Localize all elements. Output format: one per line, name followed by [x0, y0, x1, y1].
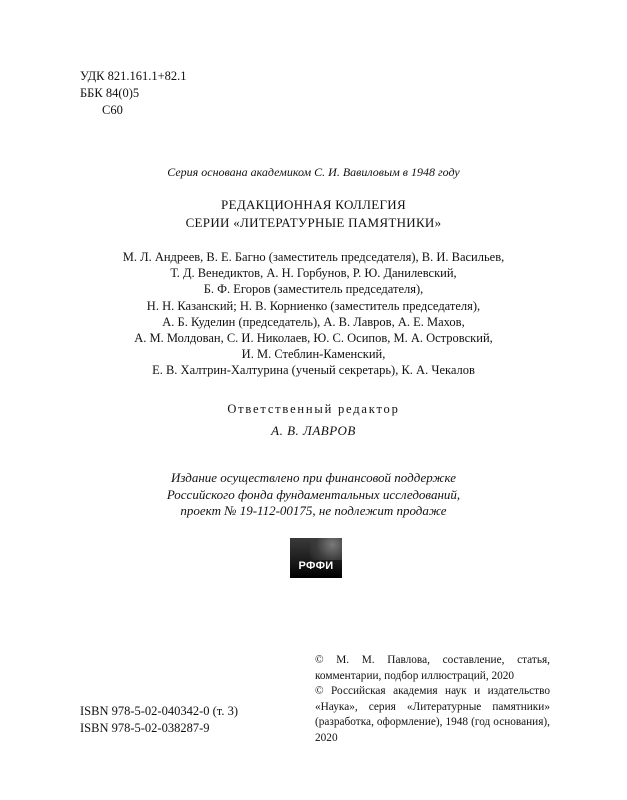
responsible-editor-name: А. В. ЛАВРОВ [271, 423, 356, 438]
rffi-logo-text: РФФИ [298, 560, 334, 572]
editorial-board-title-line2: СЕРИИ «ЛИТЕРАТУРНЫЕ ПАМЯТНИКИ» [185, 215, 442, 230]
classification-codes [80, 68, 187, 119]
board-members-line: А. М. Молдован, С. И. Николаев, Ю. С. Осипов, М. А. Островский, [134, 331, 493, 346]
editorial-board-members [40, 249, 587, 379]
isbn-volume: ISBN 978-5-02-040342-0 (т. 3) [80, 704, 238, 718]
editorial-board-title-line1: РЕДАКЦИОННАЯ КОЛЛЕГИЯ [221, 197, 406, 212]
funding-line2: Российского фонда фундаментальных исследований, [166, 486, 461, 502]
isbn-series: ISBN 978-5-02-038287-9 [80, 720, 210, 735]
funding-line1: Издание осуществлено при финансовой поддержке [170, 470, 457, 485]
board-members-line: Е. В. Халтрин-Халтурина (ученый секретарь), К. А. Чекалов [152, 363, 475, 378]
bbk-code: ББК 84(0)5 [80, 86, 140, 100]
funding-line3: проект № 19-112-00175, не подлежит продаже [180, 503, 447, 518]
editorial-board-heading [0, 196, 627, 232]
series-founded-note: Серия основана академиком С. И. Вавиловым в 1948 году [167, 165, 460, 179]
copyright-publisher: © Российская академия наук и издательство «Наука», серия «Литературные памятники» (разработка, оформление), 1948 (год основания), 2020 [315, 685, 550, 744]
board-members-line: Н. Н. Казанский; Н. В. Корниенко (заместитель председателя), [146, 298, 481, 313]
board-members-line: Т. Д. Венедиктов, А. Н. Горбунов, Р. Ю. Данилевский, [170, 266, 457, 281]
copyright-compiler: © М. М. Павлова, составление, статья, комментарии, подбор иллюстраций, 2020 [315, 654, 550, 682]
funding-note [0, 470, 627, 520]
isbn-block [80, 703, 238, 736]
copyright-block [315, 653, 550, 746]
board-members-line: И. М. Стеблин-Каменский, [241, 347, 386, 362]
logo-highlight [310, 538, 342, 560]
board-members-line: А. Б. Куделин (председатель), А. В. Лавров, А. Е. Махов, [162, 314, 465, 329]
rffi-logo [290, 538, 342, 578]
responsible-editor-label: Ответственный редактор [227, 402, 400, 416]
board-members-line: Б. Ф. Егоров (заместитель председателя), [203, 282, 424, 297]
udk-code: УДК 821.161.1+82.1 [80, 69, 187, 83]
board-members-line: М. Л. Андреев, В. Е. Багно (заместитель председателя), В. И. Васильев, [122, 250, 505, 264]
author-mark: С60 [102, 103, 123, 117]
